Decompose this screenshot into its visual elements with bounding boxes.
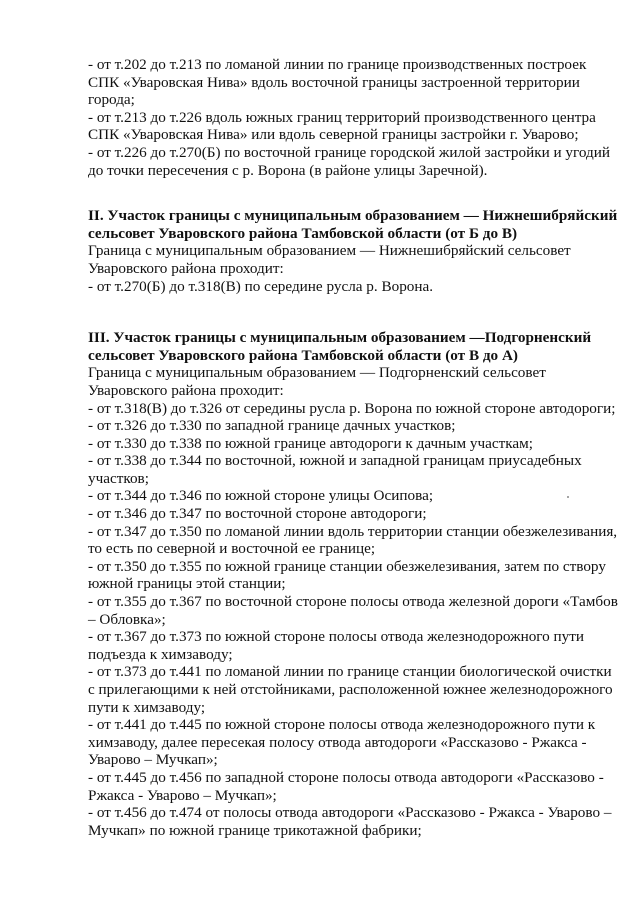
section-3 [88, 329, 618, 839]
list-item: - от т.373 до т.441 по ломаной линии по границе станции биологической очистки с прилегающими к ней отстойниками, расположенной южнее железнодорожного пути к химзаводу; [88, 663, 613, 716]
section-2-intro: Граница с муниципальным образованием — Нижнешибряйский сельсовет Уваровского района проходит: [88, 242, 571, 277]
scan-speck [567, 496, 569, 498]
intro-list [88, 56, 618, 179]
list-item: - от т.445 до т.456 по западной стороне полосы отвода автодороги «Рассказово - Ржакса - Уварово – Мучкап»; [88, 768, 604, 804]
section-3-intro: Граница с муниципальным образованием — Подгорненский сельсовет Уваровского района проходит: [88, 364, 546, 399]
list-item: - от т.347 до т.350 по ломаной линии вдоль территории станции обезжелезивания, то есть по северной и восточной ее границе; [88, 522, 618, 558]
section-2 [88, 207, 618, 295]
list-item: - от т.344 до т.346 по южной стороне улицы Осипова; [88, 487, 434, 505]
list-item: - от т.355 до т.367 по восточной стороне полосы отвода железной дороги «Тамбов – Обловка»; [88, 593, 618, 628]
list-item: - от т.270(Б) до т.318(В) по середине русла р. Ворона. [88, 277, 434, 295]
list-item: - от т.338 до т.344 по восточной, южной и западной границам приусадебных участков; [88, 452, 582, 487]
list-item: - от т.326 до т.330 по западной границе дачных участков; [88, 417, 456, 435]
list-item: - от т.346 до т.347 по восточной стороне автодороги; [88, 505, 427, 523]
list-item: - от т.226 до т.270(Б) по восточной границе городской жилой застройки и угодий до точки пересечения с р. Ворона (в районе улицы Заречной). [88, 143, 611, 179]
list-item: - от т.213 до т.226 вдоль южных границ территорий производственного центра СПК «Уваровская Нива» или вдоль северной границы застройки г. Уварово; [88, 108, 596, 144]
list-item: - от т.367 до т.373 по южной стороне полосы отвода железнодорожного пути подъезда к химзаводу; [88, 628, 585, 663]
list-item: - от т.350 до т.355 по южной границе станции обезжелезивания, затем по створу южной границы этой станции; [88, 557, 606, 593]
list-item: - от т.456 до т.474 от полосы отвода автодороги «Рассказово - Ржакса - Уварово – Мучкап» по южной границе трикотажной фабрики; [88, 804, 612, 839]
section-2-title: II. Участок границы с муниципальным образованием — Нижнешибряйский сельсовет Уваровского района Тамбовской области (от Б до В) [88, 207, 618, 242]
list-item: - от т.318(В) до т.326 от середины русла р. Ворона по южной стороне автодороги; [88, 399, 616, 417]
list-item: - от т.202 до т.213 по ломаной линии по границе производственных построек СПК «Уваровская Нива» вдоль восточной границы застроенной территории города; [88, 56, 587, 109]
list-item: - от т.441 до т.445 по южной стороне полосы отвода железнодорожного пути к химзаводу, далее пересекая полосу отвода автодороги «Рассказово - Ржакса - Уварово – Мучкап»; [88, 716, 596, 769]
section-3-title: III. Участок границы с муниципальным образованием —Подгорненский сельсовет Уваровского района Тамбовской области (от В до А) [88, 329, 592, 364]
list-item: - от т.330 до т.338 по южной границе автодороги к дачным участкам; [88, 434, 533, 452]
